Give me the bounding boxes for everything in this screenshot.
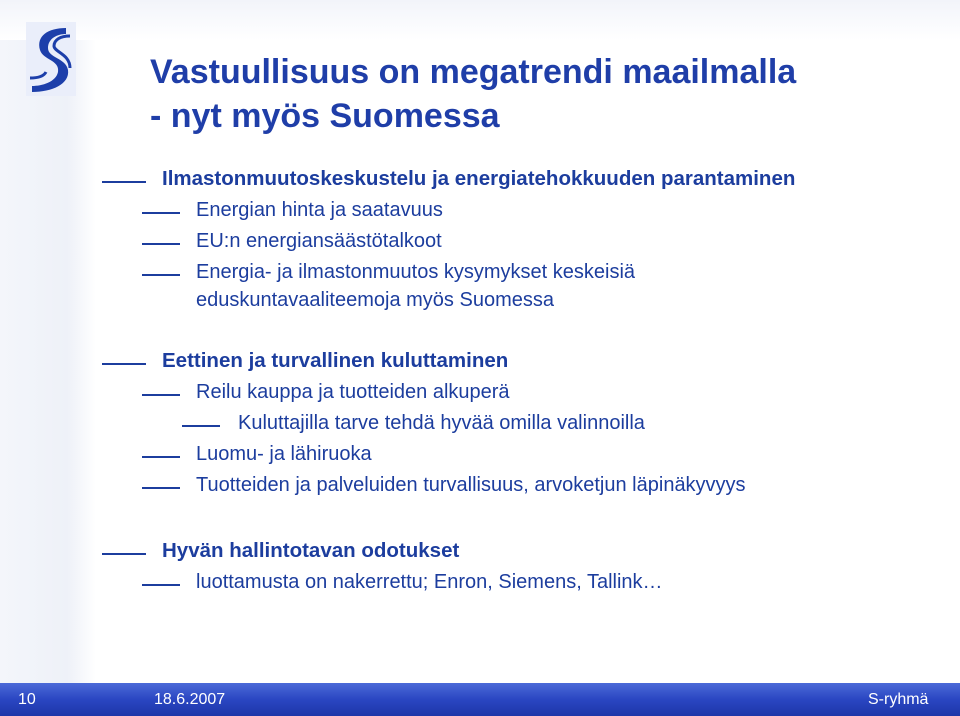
bullet-dash: [142, 212, 180, 214]
bullet-dash: [102, 553, 146, 555]
list-item: Tuotteiden ja palveluiden turvallisuus, arvoketjun läpinäkyvyys: [196, 474, 746, 496]
list-item: EU:n energiansäästötalkoot: [196, 230, 442, 252]
page-number: 10: [18, 691, 36, 708]
footer-brand: S-ryhmä: [868, 691, 929, 708]
footer-date: 18.6.2007: [154, 691, 226, 708]
list-item: Reilu kauppa ja tuotteiden alkuperä: [196, 381, 510, 403]
bullet-dash: [142, 584, 180, 586]
left-background-band: [0, 0, 96, 716]
list-item: Energia- ja ilmastonmuutos kysymykset keskeisiä: [196, 261, 636, 283]
section-heading: Hyvän hallintotavan odotukset: [162, 539, 460, 562]
bullet-dash: [142, 487, 180, 489]
top-background-band: [0, 0, 960, 40]
s-logo-icon: [26, 22, 76, 96]
section-heading: Eettinen ja turvallinen kuluttaminen: [162, 349, 509, 372]
bullet-dash: [142, 274, 180, 276]
section-heading: Ilmastonmuutoskeskustelu ja energiatehokkuuden parantaminen: [162, 167, 796, 190]
slide-title-line-2: - nyt myös Suomessa: [150, 97, 500, 135]
list-item-continuation: eduskuntavaaliteemoja myös Suomessa: [196, 289, 554, 311]
bullet-dash: [102, 181, 146, 183]
bullet-dash: [102, 363, 146, 365]
list-item: Luomu- ja lähiruoka: [196, 443, 372, 465]
bullet-dash: [142, 243, 180, 245]
list-item: luottamusta on nakerrettu; Enron, Siemens, Tallink…: [196, 571, 663, 593]
slide-title-line-1: Vastuullisuus on megatrendi maailmalla: [150, 53, 797, 91]
slide-title: [150, 50, 796, 138]
list-item: Kuluttajilla tarve tehdä hyvää omilla valinnoilla: [238, 412, 645, 434]
list-item: Energian hinta ja saatavuus: [196, 199, 443, 221]
bullet-dash: [142, 394, 180, 396]
footer-bar: [0, 683, 960, 716]
bullet-dash: [142, 456, 180, 458]
bullet-dash: [182, 425, 220, 427]
